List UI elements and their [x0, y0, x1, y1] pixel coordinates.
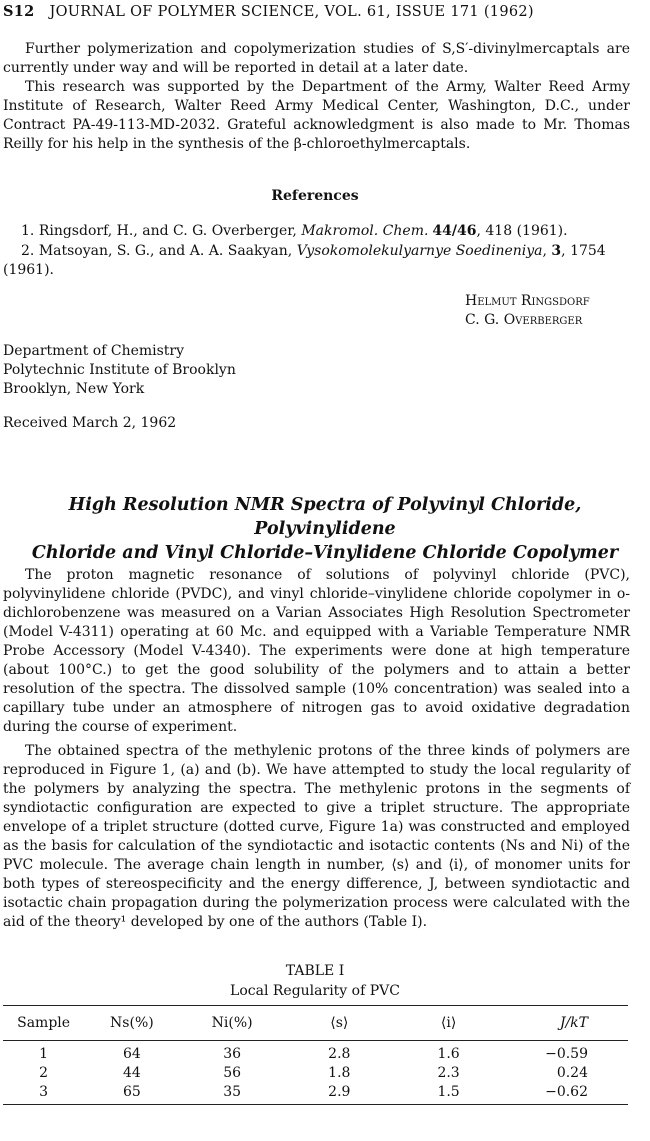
- table-cell: 2.3: [437, 1065, 460, 1081]
- table-cell: 44: [122, 1065, 141, 1081]
- running-header: [3, 2, 534, 22]
- table-cell: 0.24: [556, 1065, 588, 1081]
- page-number: S12: [3, 3, 35, 20]
- table-cell: 1.8: [328, 1065, 351, 1081]
- table-cell: −0.62: [503, 1083, 628, 1105]
- table-cell: 1.5: [394, 1083, 503, 1105]
- article-title-line: High Resolution NMR Spectra of Polyvinyl Chloride, Polyvinylidene: [68, 495, 582, 539]
- references-heading: References: [271, 188, 359, 204]
- table-cell: 1.6: [437, 1046, 460, 1062]
- table-cell: 2.9: [285, 1083, 394, 1105]
- table-cell: 3: [3, 1083, 84, 1105]
- author-name: C. G. Overberger: [465, 312, 583, 328]
- reference-item: 2. Matsoyan, S. G., and A. A. Saakyan, Vysokomolekulyarnye Soedineniya, 3, 1754 (1961).: [3, 243, 606, 278]
- affiliation: [3, 342, 403, 399]
- author-name: Helmut Ringsdorf: [465, 293, 590, 309]
- paragraph-spectra-analysis: The obtained spectra of the methylenic protons of the three kinds of polymers are reproduced in Figure 1, (a) and (b). We have attempted to study the local regularity of the polymers by analyzing the spectra. The methylenic protons in the segments of syndiotactic configuration are expected to give a triplet structure. The appropriate envelope of a triplet structure (dotted curve, Figure 1a) was constructed and employed as the basis for calculation of the syndiotactic and isotactic contents (Ns and Ni) of the PVC molecule. The average chain length in number, ⟨s⟩ and ⟨i⟩, of monomer units for both types of stereospecificity and the energy difference, J, between syndiotactic and isotactic chain propagation during the polymerization process were calculated with the aid of the theory¹ developed by one of the authors (Table I).: [3, 743, 630, 930]
- col-header: ⟨i⟩: [394, 1006, 503, 1041]
- col-header: ⟨s⟩: [285, 1006, 394, 1041]
- received-date: Received March 2, 1962: [3, 415, 177, 431]
- col-header: J/kT: [503, 1006, 628, 1041]
- table-cell: 65: [84, 1083, 179, 1105]
- table-cell: 36: [223, 1046, 242, 1062]
- table-cell: 2: [39, 1065, 49, 1081]
- table-label: TABLE I: [285, 963, 345, 979]
- table-cell: 35: [180, 1083, 285, 1105]
- reference-item: 1. Ringsdorf, H., and C. G. Overberger, Makromol. Chem. 44/46, 418 (1961).: [21, 223, 568, 239]
- table-row: [3, 1083, 628, 1105]
- table-cell: 1: [39, 1046, 49, 1062]
- article-title-line: Chloride and Vinyl Chloride–Vinylidene Chloride Copolymer: [31, 543, 619, 563]
- local-regularity-table: [3, 1005, 628, 1105]
- table-cell: 56: [223, 1065, 242, 1081]
- table-cell: 64: [122, 1046, 141, 1062]
- journal-title: JOURNAL OF POLYMER SCIENCE, VOL. 61, ISSUE 171 (1962): [49, 4, 534, 20]
- col-header: Sample: [3, 1006, 84, 1041]
- paragraph-further-studies: Further polymerization and copolymerization studies of S,S′-divinylmercaptals are currently under way and will be reported in detail at a later date.: [3, 41, 630, 76]
- paragraph-nmr-method: The proton magnetic resonance of solutions of polyvinyl chloride (PVC), polyvinylidene chloride (PVDC), and vinyl chloride–vinylidene chloride copolymer in o-dichlorobenzene was measured on a Varian Associates High Resolution Spectrometer (Model V-4311) operating at 60 Mc. and equipped with a Variable Temperature NMR Probe Accessory (Model V-4340). The experiments were done at high temperature (about 100°C.) to get the good solubility of the polymers and to attain a better resolution of the spectra. The dissolved sample (10% concentration) was sealed into a capillary tube under an atmosphere of nitrogen gas to avoid oxidative degradation during the course of experiment.: [3, 567, 630, 735]
- affiliation-line: Department of Chemistry: [3, 343, 185, 359]
- table-cell: −0.59: [545, 1046, 588, 1062]
- affiliation-line: Polytechnic Institute of Brooklyn: [3, 362, 236, 378]
- col-header: Ns(%): [84, 1006, 179, 1041]
- col-header: Ni(%): [180, 1006, 285, 1041]
- table-caption: Local Regularity of PVC: [230, 983, 400, 999]
- author-signatures: [465, 292, 635, 330]
- table-cell: 2.8: [328, 1046, 351, 1062]
- table-header-row: [3, 1006, 628, 1041]
- paragraph-acknowledgment: This research was supported by the Department of the Army, Walter Reed Army Institute of Research, Walter Reed Army Medical Center, Washington, D.C., under Contract PA-49-113-MD-2032. Grateful acknowledgment is also made to Mr. Thomas Reilly for his help in the synthesis of the β-chloroethylmercaptals.: [3, 79, 630, 152]
- affiliation-line: Brooklyn, New York: [3, 381, 145, 397]
- table-row: [3, 1041, 628, 1065]
- article-title: [0, 493, 650, 565]
- table-row: [3, 1064, 628, 1083]
